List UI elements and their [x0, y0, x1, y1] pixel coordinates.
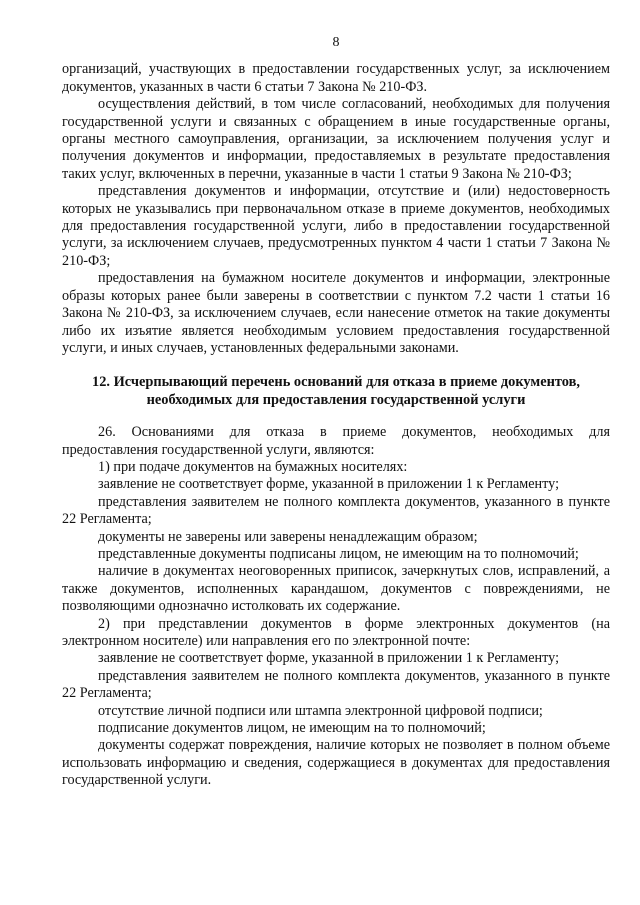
paragraph: представления документов и информации, отсутствие и (или) недостоверность которых не указывались при первоначальном отказе в приеме документов, необходимых для предоставления государственной услуги, либо в предоставлении государственной услуги, за исключением случаев, предусмотренных пунктом 4 части 1 статьи 7 Закона № 210-ФЗ; — [62, 183, 610, 269]
paragraph: осуществления действий, в том числе согласований, необходимых для получения государственной услуги и связанных с обращением в иные государственные органы, органы местного самоуправления, организации, за исключением получения услуг и получения документов и информации, предоставляемых в результате предоставления таких услуг, включенных в перечни, указанные в части 1 статьи 9 Закона № 210-ФЗ; — [62, 96, 610, 182]
paragraph: 2) при представлении документов в форме электронных документов (на электронном носителе) или направления его по электронной почте: — [62, 615, 610, 649]
paragraph: заявление не соответствует форме, указанной в приложении 1 к Регламенту; — [98, 650, 560, 667]
paragraph: представленные документы подписаны лицом, не имеющим на то полномочий; — [98, 545, 579, 562]
paragraph: 1) при подаче документов на бумажных носителях: — [98, 458, 408, 475]
paragraph: документы содержат повреждения, наличие которых не позволяет в полном объеме использовать информацию и сведения, содержащиеся в документах для предоставления государственной услуги. — [62, 737, 610, 789]
paragraph: наличие в документах неоговоренных приписок, зачеркнутых слов, исправлений, а также документов, исполненных карандашом, документов с повреждениями, не позволяющими однозначно истолковать их содержание. — [62, 563, 610, 615]
paragraph: отсутствие личной подписи или штампа электронной цифровой подписи; — [98, 702, 543, 719]
section-heading — [62, 374, 610, 409]
paragraph: организаций, участвующих в предоставлении государственных услуг, за исключением документов, указанных в части 6 статьи 7 Закона № 210-ФЗ. — [62, 61, 610, 95]
paragraph: предоставления на бумажном носителе документов и информации, электронные образы которых ранее были заверены в соответствии с пунктом 7.2 части 1 статьи 16 Закона № 210-ФЗ, за исключением случаев, если нанесение отметок на такие документы либо их изъятие является необходимым условием предоставления государственной услуги, и иных случаев, установленных федеральными законами. — [62, 270, 610, 356]
paragraph: заявление не соответствует форме, указанной в приложении 1 к Регламенту; — [98, 476, 560, 493]
paragraph: представления заявителем не полного комплекта документов, указанного в пункте 22 Регламента; — [62, 493, 610, 528]
paragraph: подписание документов лицом, не имеющим на то полномочий; — [98, 720, 486, 737]
section-heading-line: необходимых для предоставления государственной услуги — [146, 391, 526, 408]
paragraph: представления заявителем не полного комплекта документов, указанного в пункте 22 Регламента; — [62, 667, 610, 702]
section-heading-line: 12. Исчерпывающий перечень оснований для отказа в приеме документов, — [92, 374, 580, 391]
page-number: 8 — [332, 35, 340, 50]
paragraph: 26. Основаниями для отказа в приеме документов, необходимых для предоставления государственной услуги, являются: — [62, 424, 610, 458]
document-page — [62, 34, 610, 790]
paragraph: документы не заверены или заверены ненадлежащим образом; — [98, 528, 478, 545]
